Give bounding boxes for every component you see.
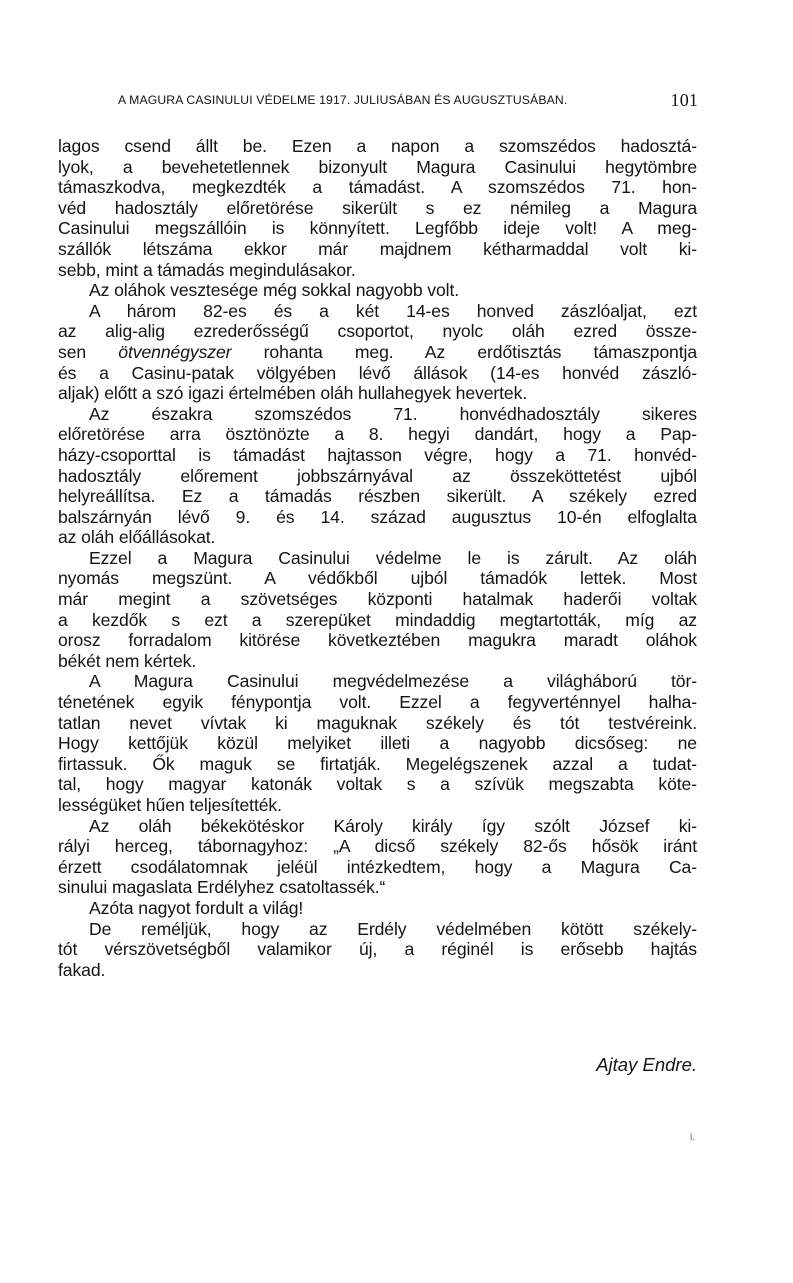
text-span: balszárnyán lévő 9. és 14. század augusztus 10-én elfoglalta bbox=[58, 506, 697, 527]
text-span: házy-csoporttal is támadást hajtasson végre, hogy a 71. honvéd- bbox=[58, 444, 697, 465]
text-line bbox=[58, 404, 697, 425]
text-line bbox=[58, 754, 697, 775]
text-span: fakad. bbox=[58, 959, 106, 980]
text-span: lyok, a bevehetetlennek bizonyult Magura Casinului hegytömbre bbox=[58, 156, 697, 177]
text-line bbox=[58, 568, 697, 589]
page-number: 101 bbox=[670, 90, 698, 110]
text-span: A három 82-es és a két 14-es honved zászlóaljat, ezt bbox=[89, 300, 697, 321]
text-line bbox=[58, 239, 697, 260]
text-span: támaszkodva, megkezdték a támadást. A szomszédos 71. hon- bbox=[58, 177, 697, 198]
text-line bbox=[58, 877, 697, 898]
text-span: és a Casinu-patak völgyében lévő állások (14-es honvéd zászló- bbox=[58, 362, 697, 383]
text-line bbox=[58, 919, 697, 940]
text-span: ténetének egyik fénypontja volt. Ezzel a fegyverténnyel halha- bbox=[58, 692, 697, 713]
running-head bbox=[118, 90, 698, 110]
text-line bbox=[58, 177, 697, 198]
text-span: már megint a szövetséges központi hatalmak haderői voltak bbox=[58, 589, 697, 610]
text-line bbox=[58, 939, 697, 960]
text-line bbox=[58, 301, 697, 322]
text-line bbox=[58, 589, 697, 610]
text-span: A Magura Casinului megvédelmezése a világháború tör- bbox=[89, 671, 697, 692]
text-span: az oláh előállásokat. bbox=[58, 527, 216, 548]
text-line bbox=[58, 363, 697, 384]
text-line bbox=[58, 651, 697, 672]
text-span: tót vérszövetségből valamikor új, a réginél is erősebb hajtás bbox=[58, 939, 697, 960]
text-span: firtassuk. Ők maguk se firtatják. Megelégszenek azzal a tudat- bbox=[58, 753, 697, 774]
scan-artifact-mark: i. bbox=[690, 1132, 695, 1143]
text-span: nyomás megszünt. A védőkből ujból támadók lettek. Most bbox=[58, 568, 697, 589]
text-line bbox=[58, 198, 697, 219]
text-span: Hogy kettőjük közül melyiket illeti a nagyobb dicsőseg: ne bbox=[58, 733, 697, 754]
text-line bbox=[58, 733, 697, 754]
text-line bbox=[58, 610, 697, 631]
text-line bbox=[58, 671, 697, 692]
text-span: tatlan nevet vívtak ki maguknak székely és tót testvéreink. bbox=[58, 712, 697, 733]
text-span: Azóta nagyot fordult a világ! bbox=[89, 897, 304, 918]
text-line bbox=[58, 424, 697, 445]
text-span: Az oláhok vesztesége még sokkal nagyobb volt. bbox=[89, 280, 460, 301]
text-span: rohanta meg. Az erdőtisztás támaszpontja bbox=[231, 341, 698, 362]
text-span: rályi herceg, tábornagyhoz: „A dicső székely 82-ős hősök iránt bbox=[58, 836, 697, 857]
text-line bbox=[58, 383, 697, 404]
text-span: sen bbox=[58, 341, 119, 362]
text-span: Ezzel a Magura Casinului védelme le is zárult. Az oláh bbox=[89, 547, 697, 568]
text-line bbox=[58, 507, 697, 528]
text-span: lességüket hűen teljesítették. bbox=[58, 795, 282, 815]
text-span: sebb, mint a támadás megindulásakor. bbox=[58, 259, 356, 280]
text-line bbox=[58, 630, 697, 651]
text-span: tal, hogy magyar katonák voltak s a szívük megszabta köte- bbox=[58, 774, 697, 795]
text-line bbox=[58, 280, 697, 301]
author-signature: Ajtay Endre. bbox=[596, 1054, 697, 1075]
text-span: hadosztály előrement jobbszárnyával az összeköttetést ujból bbox=[58, 465, 697, 486]
body-text bbox=[58, 136, 697, 980]
text-line bbox=[58, 260, 697, 281]
text-line bbox=[58, 857, 697, 878]
text-span: Casinului megszállóin is könnyített. Legfőbb ideje volt! A meg- bbox=[58, 218, 697, 239]
text-line bbox=[58, 445, 697, 466]
text-line bbox=[58, 486, 697, 507]
emphasized-word: ötvennégyszer bbox=[118, 341, 232, 362]
text-line bbox=[58, 548, 697, 569]
text-line bbox=[58, 960, 697, 981]
text-line bbox=[58, 136, 697, 157]
text-line bbox=[58, 898, 697, 919]
text-span: Az oláh békekötéskor Károly király így szólt József ki- bbox=[89, 815, 697, 836]
text-span: sinului magaslata Erdélyhez csatoltassék.“ bbox=[58, 877, 386, 898]
text-span: véd hadosztály előretörése sikerült s ez némileg a Magura bbox=[58, 197, 697, 218]
text-line bbox=[58, 527, 697, 548]
text-line bbox=[58, 157, 697, 178]
text-span: a kezdők s ezt a szerepüket mindaddig megtartották, míg az bbox=[58, 609, 697, 630]
text-line bbox=[58, 836, 697, 857]
text-line bbox=[58, 713, 697, 734]
text-line bbox=[58, 218, 697, 239]
running-title: A MAGURA CASINULUI VÉDELME 1917. JULIUSÁBAN ÉS AUGUSZTUSÁBAN. bbox=[118, 93, 568, 107]
text-span: az alig-alig ezrederősségű csoportot, nyolc oláh ezred össze- bbox=[58, 321, 697, 342]
text-span: Az északra szomszédos 71. honvédhadosztály sikeres bbox=[89, 403, 697, 424]
text-span: De reméljük, hogy az Erdély védelmében kötött székely- bbox=[89, 918, 697, 939]
text-span: lagos csend állt be. Ezen a napon a szomszédos hadosztá- bbox=[58, 136, 697, 156]
text-span: orosz forradalom kitörése következtében magukra maradt oláhok bbox=[58, 630, 697, 651]
text-line bbox=[58, 692, 697, 713]
text-span: helyreállítsa. Ez a támadás részben sikerült. A székely ezred bbox=[58, 486, 697, 507]
text-line bbox=[58, 321, 697, 342]
text-span: érzett csodálatomnak jeléül intézkedtem, hogy a Magura Ca- bbox=[58, 856, 697, 877]
text-span: előretörése arra ösztönözte a 8. hegyi dandárt, hogy a Pap- bbox=[58, 424, 697, 445]
text-line bbox=[58, 342, 697, 363]
text-line bbox=[58, 795, 697, 816]
text-line bbox=[58, 816, 697, 837]
text-span: aljak) előtt a szó igazi értelmében oláh hullahegyek hevertek. bbox=[58, 383, 528, 404]
text-span: szállók létszáma ekkor már majdnem kétharmaddal volt ki- bbox=[58, 238, 697, 259]
text-span: békét nem kértek. bbox=[58, 650, 197, 671]
text-line bbox=[58, 466, 697, 487]
text-line bbox=[58, 774, 697, 795]
